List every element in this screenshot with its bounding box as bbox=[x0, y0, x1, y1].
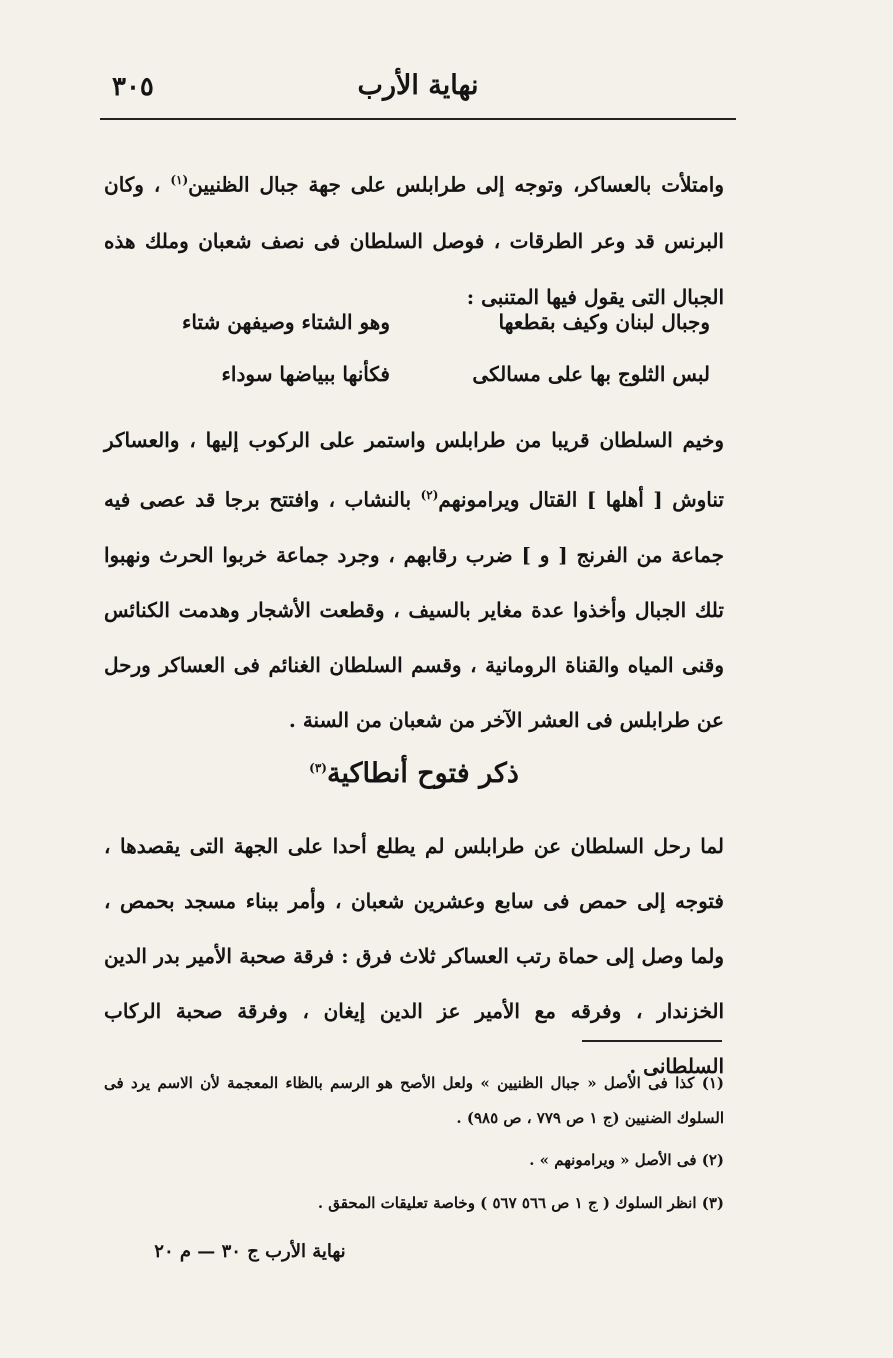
verse-line-2-hemistich-2: فكأنها ببياضها سوداء bbox=[221, 362, 390, 386]
footnotes bbox=[104, 1066, 724, 1221]
paragraph-1-part-b: ، وكان البرنس قد وعر الطرقات ، فوصل السلطان فى نصف شعبان وملك هذه الجبال التى يقول فيها المتنبى : bbox=[104, 172, 724, 309]
paragraph-1-part-a: وامتلأت بالعساكر، وتوجه إلى طرابلس على جهة جبال الظنيين bbox=[188, 172, 725, 197]
page-number: ٣٠٥ bbox=[112, 72, 154, 102]
verse-line-1-hemistich-2: وهو الشتاء وصيفهن شتاء bbox=[182, 310, 390, 334]
footnote-rule bbox=[582, 1040, 722, 1042]
paragraph-3 bbox=[104, 819, 724, 1094]
footnote-2: (٢) فى الأصل « ويرامونهم » . bbox=[529, 1151, 724, 1169]
running-head bbox=[100, 66, 736, 106]
footnote-3: (٣) انظر السلوك ( ج ١ ص ٥٦٦ ٥٦٧ ) وخاصة تعليقات المحقق . bbox=[317, 1194, 724, 1212]
paragraph-2 bbox=[104, 413, 724, 748]
footnote-ref-2: (٢) bbox=[420, 488, 439, 502]
paragraph-1-text bbox=[104, 152, 724, 325]
paragraph-2-part-b: بالنشاب ، وافتتح برجا قد عصى فيه جماعة من الفرنج [ و ] ضرب رقابهم ، وجرد جماعة خربوا الحرث ونهبوا تلك الجبال وأخذوا عدة مغاير بالسيف ، وقطعت الأشجار وهدمت الكنائس وقنى المياه والقناة الرومانية ، وقسم السلطان الغنائم فى العساكر ورحل عن طرابلس فى العشر الآخر من شعبان من السنة . bbox=[104, 487, 724, 732]
verse-line-2-hemistich-1: لبس الثلوج بها على مسالكى bbox=[472, 362, 710, 386]
signature-line: نهاية الأرب ج ٣٠ — م ٢٠ bbox=[154, 1241, 346, 1262]
footnote-ref-3: (٣) bbox=[309, 761, 327, 775]
section-heading-text: ذكر فتوح أنطاكية bbox=[326, 758, 519, 789]
section-heading bbox=[104, 758, 724, 789]
header-rule bbox=[100, 118, 736, 120]
footnote-ref-1: (١) bbox=[170, 173, 189, 187]
footnote-1: (١) كذا فى الأصل « جبال الظنيين » ولعل الأصح هو الرسم بالظاء المعجمة لأن الاسم يرد فى السلوك الضنيين (ج ١ ص ٧٧٩ ، ص ٩٨٥) . bbox=[104, 1074, 724, 1127]
paragraph-2-text bbox=[104, 413, 724, 748]
verse-line-1-hemistich-1: وجبال لبنان وكيف بقطعها bbox=[498, 310, 710, 334]
paragraph-3-text: لما رحل السلطان عن طرابلس لم يطلع أحدا على الجهة التى يقصدها ، فتوجه إلى حمص فى سابع وعشرين شعبان ، وأمر ببناء مسجد بحمص ، ولما وصل إلى حماة رتب العساكر ثلاث فرق : فرقة صحبة الأمير بدر الدين الخزندار ، وفرقه مع الأمير عز الدين إيغان ، وفرقة صحبة الركاب السلطانى . bbox=[104, 834, 724, 1078]
paragraph-1 bbox=[104, 152, 724, 325]
paragraph-2-part-a: وخيم السلطان قريبا من طرابلس واستمر على الركوب إليها ، والعساكر تناوش [ أهلها ] القتال ويرامونهم bbox=[104, 428, 724, 512]
running-title: نهاية الأرب bbox=[357, 70, 479, 101]
